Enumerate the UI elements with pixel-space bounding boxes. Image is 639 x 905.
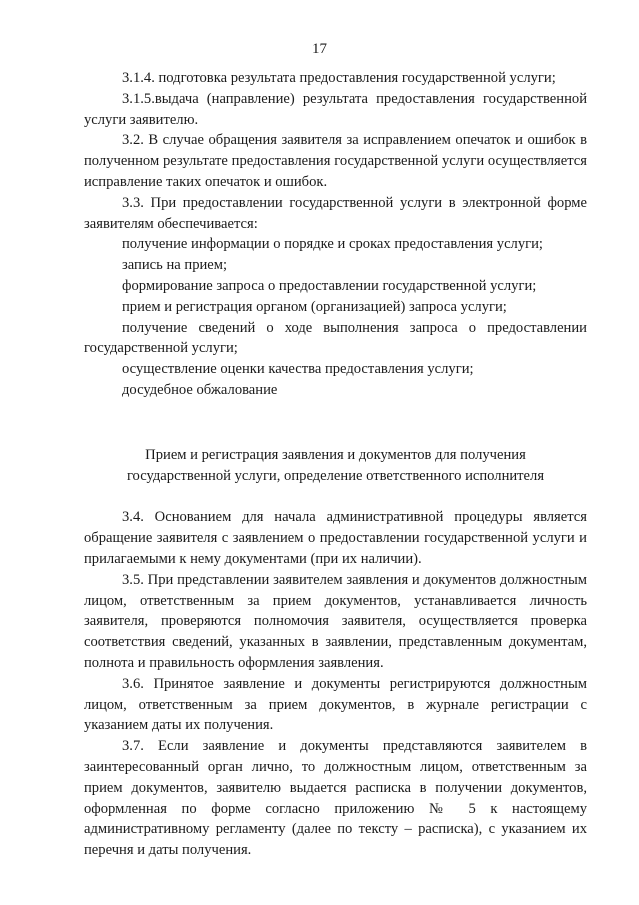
paragraph-3-1-5: 3.1.5.выдача (направление) результата предоставления государственной услуги заявителю. <box>84 90 587 128</box>
paragraph-3-4: 3.4. Основанием для начала административной процедуры является обращение заявителя с заявлением о предоставлении государственной услуги и прилагаемыми к нему документами (при их наличии). <box>84 509 587 567</box>
list-item: досудебное обжалование <box>122 381 278 398</box>
section-heading: Прием и регистрация заявления и документов для получения государственной услуги, определение ответственного исполнителя <box>126 446 545 484</box>
paragraph-3-1-4: 3.1.4. подготовка результата предоставления государственной услуги; <box>122 70 556 86</box>
list-item: осуществление оценки качества предоставления услуги; <box>122 361 474 378</box>
document-body <box>84 68 587 861</box>
paragraph-3-2: 3.2. В случае обращения заявителя за исправлением опечаток и ошибок в полученном результате предоставления государственной услуги осуществляется исправление таких опечаток и ошибок. <box>84 132 587 190</box>
list-item: формирование запроса о предоставлении государственной услуги; <box>122 277 537 294</box>
paragraph-3-5: 3.5. При представлении заявителем заявления и документов должностным лицом, ответственным за прием документов, устанавливается личность заявителя, проверяются полномочия заявителя, осуществляется проверка соответствия сведений, указанных в заявлении, представленным документам, полнота и правильность оформления заявления. <box>84 571 587 671</box>
paragraph-3-7: 3.7. Если заявление и документы представляются заявителем в заинтересованный орган лично, то должностным лицом, ответственным за прием документов, заявителю выдается расписка в получении документов, оформленная по форме согласно приложению № 5 к настоящему административному регламенту (далее по тексту – расписка), с указанием их перечня и даты получения. <box>84 738 587 859</box>
list-item: получение информации о порядке и сроках предоставления услуги; <box>122 236 543 253</box>
page-number: 17 <box>312 41 327 57</box>
paragraph-3-3: 3.3. При предоставлении государственной услуги в электронной форме заявителям обеспечивается: <box>84 194 587 232</box>
list-item: прием и регистрация органом (организацией) запроса услуги; <box>122 298 507 315</box>
list-item: запись на прием; <box>122 257 228 274</box>
list-item: получение сведений о ходе выполнения запроса о предоставлении государственной услуги; <box>84 319 587 357</box>
paragraph-3-6: 3.6. Принятое заявление и документы регистрируются должностным лицом, ответственным за прием документов, в журнале регистрации с указанием даты их получения. <box>84 675 587 734</box>
